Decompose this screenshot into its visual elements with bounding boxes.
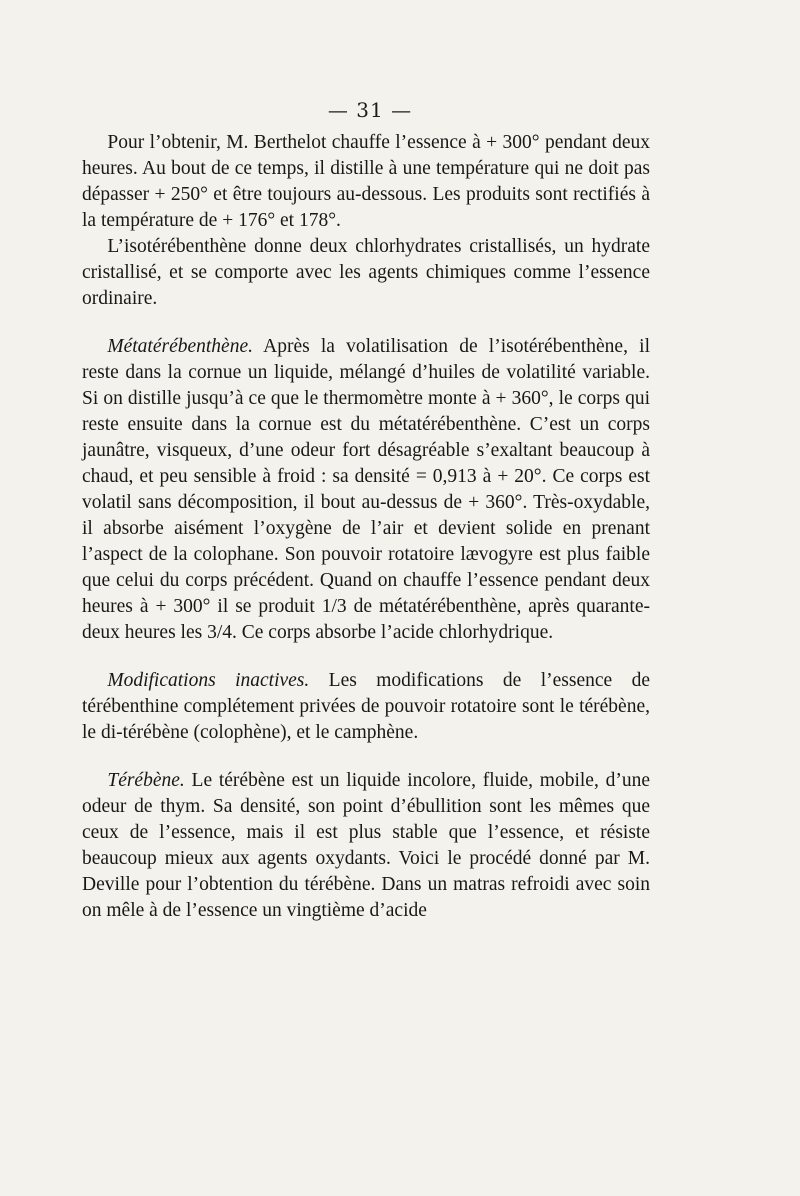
section-heading: Métatérébenthène. — [107, 336, 253, 357]
paragraph-metaterebenthene — [82, 334, 650, 646]
paragraph-text: Après la volatilisation de l’isotérébenthène, il reste dans la cornue un liquide, mélangé d’huiles de volatilité variable. Si on distille jusqu’à ce que le thermomètre monte à + 360°, le corps qui reste ensuite dans la cornue est du métatérébenthène. C’est un corps jaunâtre, visqueux, d’une odeur fort désagréable s’exaltant beaucoup à chaud, et peu sensible à froid : sa densité = 0,913 à + 20°. Ce corps est volatil sans décomposition, il bout au-dessus de + 360°. Très-oxydable, il absorbe aisément l’oxygène de l’air et devient solide en prenant l’aspect de la colophane. Son pouvoir rotatoire lævogyre est plus faible que celui du corps précédent. Quand on chauffe l’essence pendant deux heures à + 300° il se produit 1/3 de métatérébenthène, après quarante-deux heures les 3/4. Ce corps absorbe l’acide chlorhydrique. — [82, 336, 650, 643]
paragraph-text: L’isotérébenthène donne deux chlorhydrates cristallisés, un hydrate cristallisé, et se comporte avec les agents chimiques comme l’essence ordinaire. — [82, 236, 650, 309]
page-body — [82, 130, 650, 924]
paragraph-text: Pour l’obtenir, M. Berthelot chauffe l’essence à + 300° pendant deux heures. Au bout de ce temps, il distille à une température qui ne doit pas dépasser + 250° et être toujours au-dessous. Les produits sont rectifiés à la température de + 176° et 178°. — [82, 132, 650, 231]
paragraph-text: Le térébène est un liquide incolore, fluide, mobile, d’une odeur de thym. Sa densité, son point d’ébullition sont les mêmes que ceux de l’essence, mais il est plus stable que l’essence, et résiste beaucoup mieux aux agents oxydants. Voici le procédé donné par M. Deville pour l’obtention du térébène. Dans un matras refroidi avec soin on mêle à de l’essence un vingtième d’acide — [82, 770, 650, 921]
section-heading: Térébène. — [107, 770, 185, 791]
paragraph-obtention — [82, 130, 650, 234]
paragraph-modifications-inactives — [82, 668, 650, 746]
section-heading: Modifications inactives. — [107, 670, 310, 691]
paragraph-text: Les modifications de l’essence de térébenthine complétement privées de pouvoir rotatoire sont le térébène, le di-térébène (colophène), et le camphène. — [82, 670, 650, 743]
paragraph-terebene — [82, 768, 650, 924]
page-number: — 31 — — [327, 98, 413, 122]
paragraph-isoterebenthene — [82, 234, 650, 312]
